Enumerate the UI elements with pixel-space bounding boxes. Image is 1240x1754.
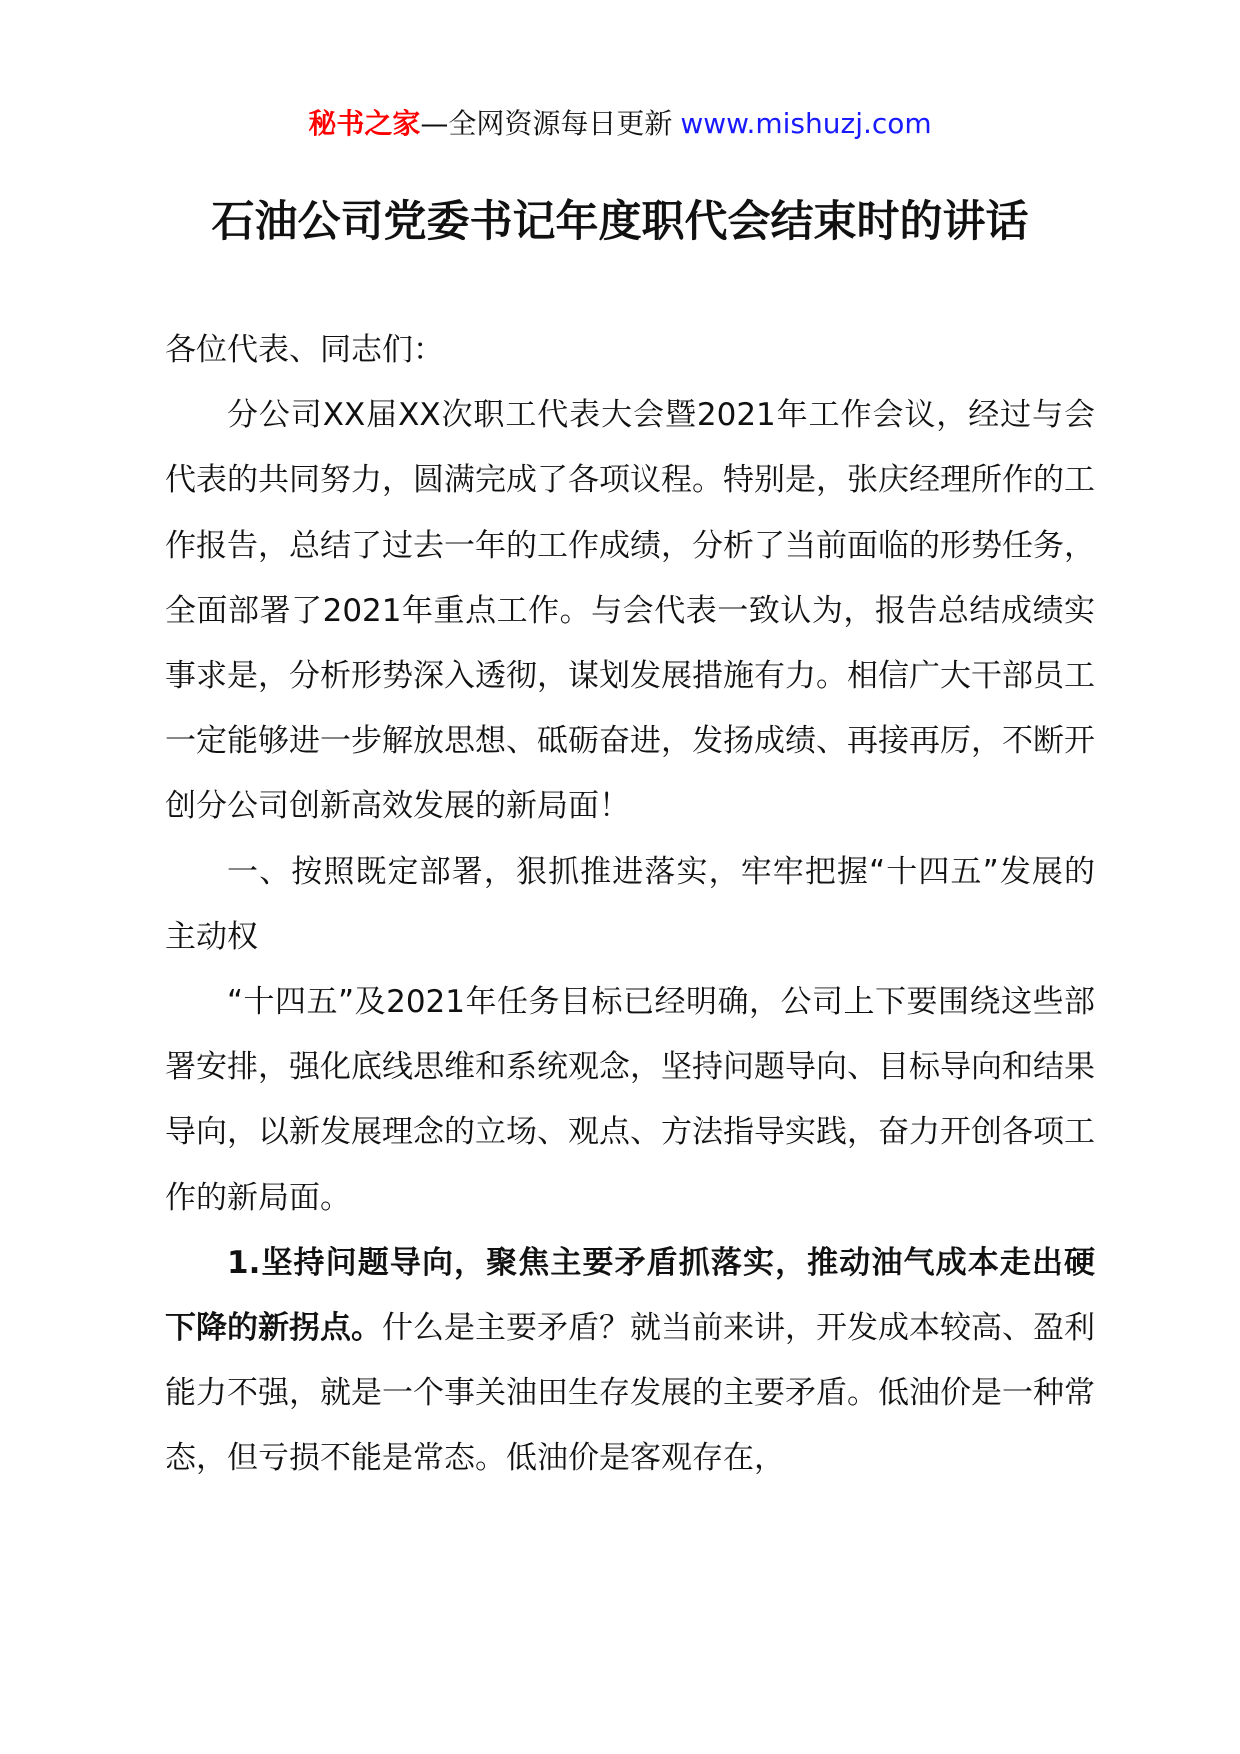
document-title: 石油公司党委书记年度职代会结束时的讲话 — [211, 197, 1029, 247]
paragraph-opening: 分公司XX届XX次职工代表大会暨2021年工作会议，经过与会代表的共同努力，圆满完成了各项议程。特别是，张庆经理所作的工作报告，总结了过去一年的工作成绩，分析了当前面临的形势任务，全面部署了2021年重点工作。与会代表一致认为，报告总结成绩实事求是，分析形势深入透彻，谋划发展措施有力。相信广大干部员工一定能够进一步解放思想、砥砺奋进，发扬成绩、再接再厉，不断开创分公司创新高效发展的新局面！ — [165, 397, 1095, 825]
site-header — [0, 104, 1240, 144]
header-tagline: —全网资源每日更新 — [420, 107, 673, 140]
site-url-link[interactable]: www.mishuzj.com — [680, 107, 932, 140]
section-heading-1: 一、按照既定部署，狠抓推进落实，牢牢把握“十四五”发展的主动权 — [165, 853, 1095, 955]
point-1-text: 什么是主要矛盾？就当前来讲，开发成本较高、盈利能力不强，就是一个事关油田生存发展的主要矛盾。低油价是一种常态，但亏损不能是常态。低油价是客观存在， — [165, 1310, 1095, 1477]
salutation: 各位代表、同志们： — [165, 332, 444, 368]
paragraph-section-1: “十四五”及2021年任务目标已经明确，公司上下要围绕这些部署安排，强化底线思维和系统观念，坚持问题导向、目标导向和结果导向，以新发展理念的立场、观点、方法指导实践，奋力开创各项工作的新局面。 — [165, 984, 1095, 1216]
brand-name: 秘书之家 — [308, 107, 421, 140]
point-1-lead: 1.坚持问题导向，聚焦主要矛盾抓落实，推动油气成本走出硬下降的新拐点。 — [165, 1244, 1095, 1347]
point-1-paragraph — [165, 1231, 1095, 1492]
document-body — [165, 318, 1095, 1492]
